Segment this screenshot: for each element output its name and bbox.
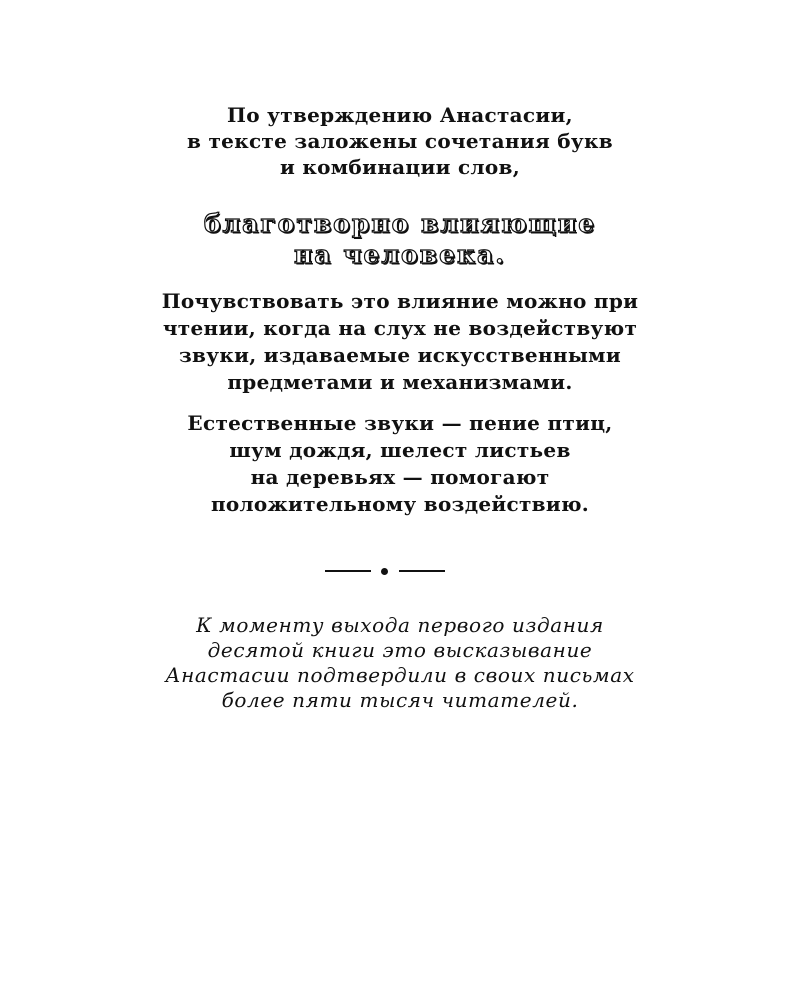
- intro-line: в тексте заложены сочетания букв: [187, 129, 613, 153]
- intro-line: и комбинации слов,: [279, 155, 520, 179]
- intro-line: По утверждению Анастасии,: [227, 103, 573, 127]
- section-divider: [325, 566, 445, 576]
- note-line: десятой книги это высказывание: [207, 638, 593, 662]
- paragraph-line: чтении, когда на слух не воздействуют: [162, 316, 638, 340]
- paragraph-line: положительному воздействию.: [210, 492, 590, 516]
- paragraph-line: шум дождя, шелест листьев: [229, 438, 571, 462]
- intro-text: [0, 102, 800, 180]
- divider-rule-right: [399, 570, 445, 572]
- highlight-line: благотворно влияющие: [203, 209, 597, 238]
- paragraph-line: Естественные звуки — пение птиц,: [187, 411, 613, 435]
- divider-dot-icon: [381, 568, 388, 575]
- highlight-line: на человека.: [294, 240, 506, 269]
- paragraph-line: Почувствовать это влияние можно при: [161, 289, 639, 313]
- paragraph-natural-sounds: [0, 410, 800, 518]
- note-line: К моменту выхода первого издания: [196, 613, 604, 637]
- note-line: более пяти тысяч читателей.: [221, 688, 579, 712]
- paragraph-line: звуки, издаваемые искусственными: [178, 343, 621, 367]
- editorial-note: [0, 613, 800, 713]
- paragraph-artificial-sounds: [0, 288, 800, 396]
- divider-rule-left: [325, 570, 371, 572]
- paragraph-line: предметами и механизмами.: [227, 370, 573, 394]
- paragraph-line: на деревьях — помогают: [250, 465, 550, 489]
- highlight-heading: [0, 208, 800, 270]
- note-line: Анастасии подтвердили в своих письмах: [165, 663, 635, 687]
